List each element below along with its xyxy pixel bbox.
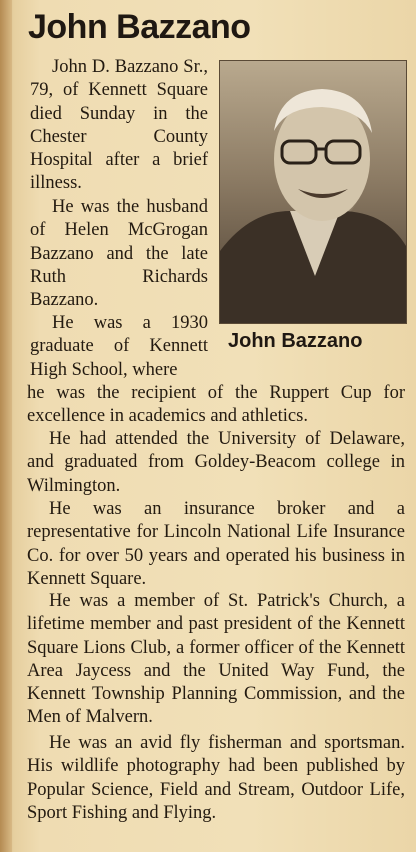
portrait-photo (219, 60, 407, 324)
paragraph-memberships: He was a member of St. Patrick's Church, a lifetime member and past president of the Kennett Square Lions Club, a former officer of the Kennett Area Jaycess and the United Way Fund, the Kennett Township Planning Commission, and the Men of Malvern. (27, 591, 405, 728)
paragraph-career: He was an insurance broker and a representative for Lincoln National Life Insurance Co. for over 50 years and operated his business in Kennett Square. (27, 499, 405, 589)
portrait-illustration (220, 61, 406, 323)
page-fold-shadow (0, 0, 12, 852)
obituary-headline: John Bazzano (28, 8, 251, 46)
paragraph-death-notice: John D. Bazzano Sr., 79, of Kennett Square died Sunday in the Chester County Hospital after a brief illness. (30, 57, 208, 194)
paragraph-college: He had attended the University of Delaware, and graduated from Goldey-Beacom college in Wilmington. (27, 429, 405, 496)
paragraph-family: He was the husband of Helen McGrogan Bazzano and the late Ruth Richards Bazzano. (30, 197, 208, 311)
paragraph-education-end: he was the recipient of the Ruppert Cup for excellence in academics and athletics. (27, 383, 405, 427)
photo-caption: John Bazzano (228, 330, 363, 352)
paragraph-education-start: He was a 1930 graduate of Kennett High School, where (30, 313, 208, 380)
paragraph-hobbies: He was an avid fly fisherman and sportsman. His wildlife photography had been published by Popular Science, Field and Stream, Outdoor Life, Sport Fishing and Flying. (27, 733, 405, 823)
